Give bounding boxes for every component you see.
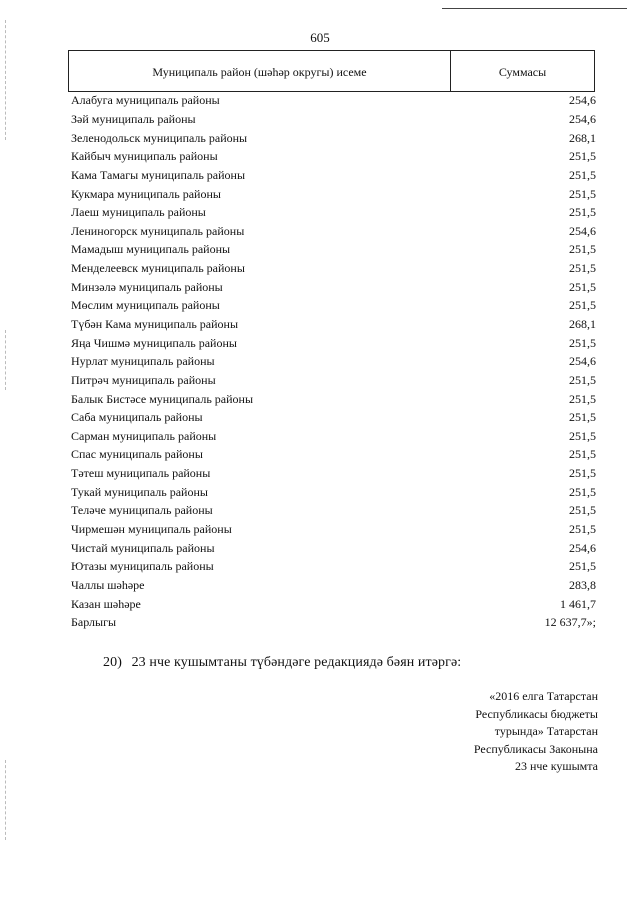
row-name: Менделеевск муниципаль районы <box>71 261 245 276</box>
row-value: 251,5 <box>569 167 596 182</box>
annex-heading-line: Республикасы Законына <box>473 741 598 756</box>
table-row <box>71 408 596 427</box>
row-value: 251,5 <box>569 484 596 499</box>
annex-heading-line: турында» Татарстан <box>494 724 598 738</box>
row-value: 251,5 <box>569 391 596 406</box>
table-row <box>71 184 596 203</box>
table-row <box>71 352 596 371</box>
row-value: 251,5 <box>569 559 596 574</box>
table-row <box>71 594 596 613</box>
row-name: Питрәч муниципаль районы <box>71 372 216 387</box>
row-value: 254,6 <box>569 223 596 238</box>
table-row <box>71 147 596 166</box>
table-row <box>71 91 596 110</box>
row-name: Нурлат муниципаль районы <box>71 354 215 369</box>
row-name: Түбән Кама муниципаль районы <box>71 317 239 331</box>
annex-heading-line: 23 нче кушымта <box>514 759 598 773</box>
row-name: Мамадыш муниципаль районы <box>71 242 231 257</box>
annex-heading-line: Республикасы бюджеты <box>475 706 598 721</box>
clause-20 <box>103 655 461 671</box>
row-name: Кайбыч муниципаль районы <box>71 149 218 164</box>
row-name: Зәй муниципаль районы <box>71 111 196 126</box>
row-value: 251,5 <box>569 372 596 387</box>
header-sum-column: Суммасы <box>498 64 547 79</box>
row-value: 251,5 <box>569 186 596 201</box>
clause-text: 23 нче кушымтаны түбәндәге редакциядә бәян итәргә: <box>131 655 462 670</box>
row-value: 251,5 <box>569 205 596 220</box>
row-value: 251,5 <box>569 261 596 276</box>
row-value: 251,5 <box>569 503 596 518</box>
row-name: Чаллы шәһәре <box>71 577 145 592</box>
row-value: 251,5 <box>569 149 596 164</box>
scan-edge-mark <box>5 330 6 390</box>
row-value: 254,6 <box>569 111 596 126</box>
row-name: Чирмешән муниципаль районы <box>71 522 232 537</box>
table-row <box>71 371 596 390</box>
clause-number: 20) <box>103 655 122 670</box>
row-name: Тукай муниципаль районы <box>71 484 208 499</box>
row-value: 268,1 <box>569 317 596 331</box>
row-name: Лениногорск муниципаль районы <box>71 223 245 238</box>
table-row <box>71 203 596 222</box>
table-row <box>71 445 596 464</box>
row-name: Минзәлә муниципаль районы <box>71 279 223 294</box>
row-value: 251,5 <box>569 466 596 481</box>
header-name-column: Муниципаль район (шәһәр округы) исеме <box>69 51 451 91</box>
row-value: 254,6 <box>569 93 596 108</box>
row-value: 283,8 <box>569 577 596 592</box>
row-name: Зеленодольск муниципаль районы <box>71 130 248 145</box>
row-value: 251,5 <box>569 298 596 313</box>
row-value: 268,1 <box>569 130 596 145</box>
table-row <box>71 277 596 296</box>
row-name: Тәтеш муниципаль районы <box>71 466 211 481</box>
table-row <box>71 576 596 595</box>
row-name: Ютазы муниципаль районы <box>71 559 214 574</box>
table-body <box>71 91 596 632</box>
row-value: 251,5 <box>569 447 596 462</box>
top-rule <box>442 8 627 9</box>
table-row <box>71 296 596 315</box>
table-row <box>71 166 596 185</box>
annex-heading-line: «2016 елга Татарстан <box>489 689 598 703</box>
table-row <box>71 538 596 557</box>
table-row <box>71 613 596 632</box>
row-name: Чистай муниципаль районы <box>71 540 215 555</box>
row-value: 1 461,7 <box>560 596 596 611</box>
row-name: Кама Тамагы муниципаль районы <box>71 167 246 182</box>
table-row <box>71 110 596 129</box>
row-value: 251,5 <box>569 242 596 257</box>
annex-heading <box>398 688 598 776</box>
table-row <box>71 259 596 278</box>
table-row <box>71 427 596 446</box>
row-name: Теләче муниципаль районы <box>71 503 213 518</box>
row-value: 251,5 <box>569 410 596 425</box>
page-number: 605 <box>310 30 330 45</box>
row-value: 254,6 <box>569 354 596 369</box>
row-name: Барлыгы <box>71 615 117 630</box>
table-row <box>71 221 596 240</box>
row-value: 251,5 <box>569 335 596 350</box>
table-row <box>71 520 596 539</box>
table-row <box>71 482 596 501</box>
table-row <box>71 128 596 147</box>
table-row <box>71 557 596 576</box>
row-name: Лаеш муниципаль районы <box>71 205 206 220</box>
table-row <box>71 464 596 483</box>
row-value: 12 637,7»; <box>544 615 596 630</box>
row-name: Яңа Чишмә муниципаль районы <box>71 335 237 350</box>
scan-edge-mark <box>5 760 6 840</box>
table-row <box>71 315 596 334</box>
row-value: 251,5 <box>569 428 596 443</box>
table-row <box>71 389 596 408</box>
table-row <box>71 240 596 259</box>
row-name: Саба муниципаль районы <box>71 410 203 425</box>
row-value: 254,6 <box>569 540 596 555</box>
row-value: 251,5 <box>569 522 596 537</box>
row-name: Балык Бистәсе муниципаль районы <box>71 391 254 406</box>
row-name: Кукмара муниципаль районы <box>71 186 221 201</box>
table-row <box>71 333 596 352</box>
row-name: Сарман муниципаль районы <box>71 428 217 443</box>
table-row <box>71 501 596 520</box>
row-name: Мөслим муниципаль районы <box>71 298 220 313</box>
row-name: Алабуга муниципаль районы <box>71 93 220 108</box>
table-header <box>68 50 595 92</box>
row-value: 251,5 <box>569 279 596 294</box>
row-name: Спас муниципаль районы <box>71 447 203 462</box>
row-name: Казан шәһәре <box>71 596 141 611</box>
